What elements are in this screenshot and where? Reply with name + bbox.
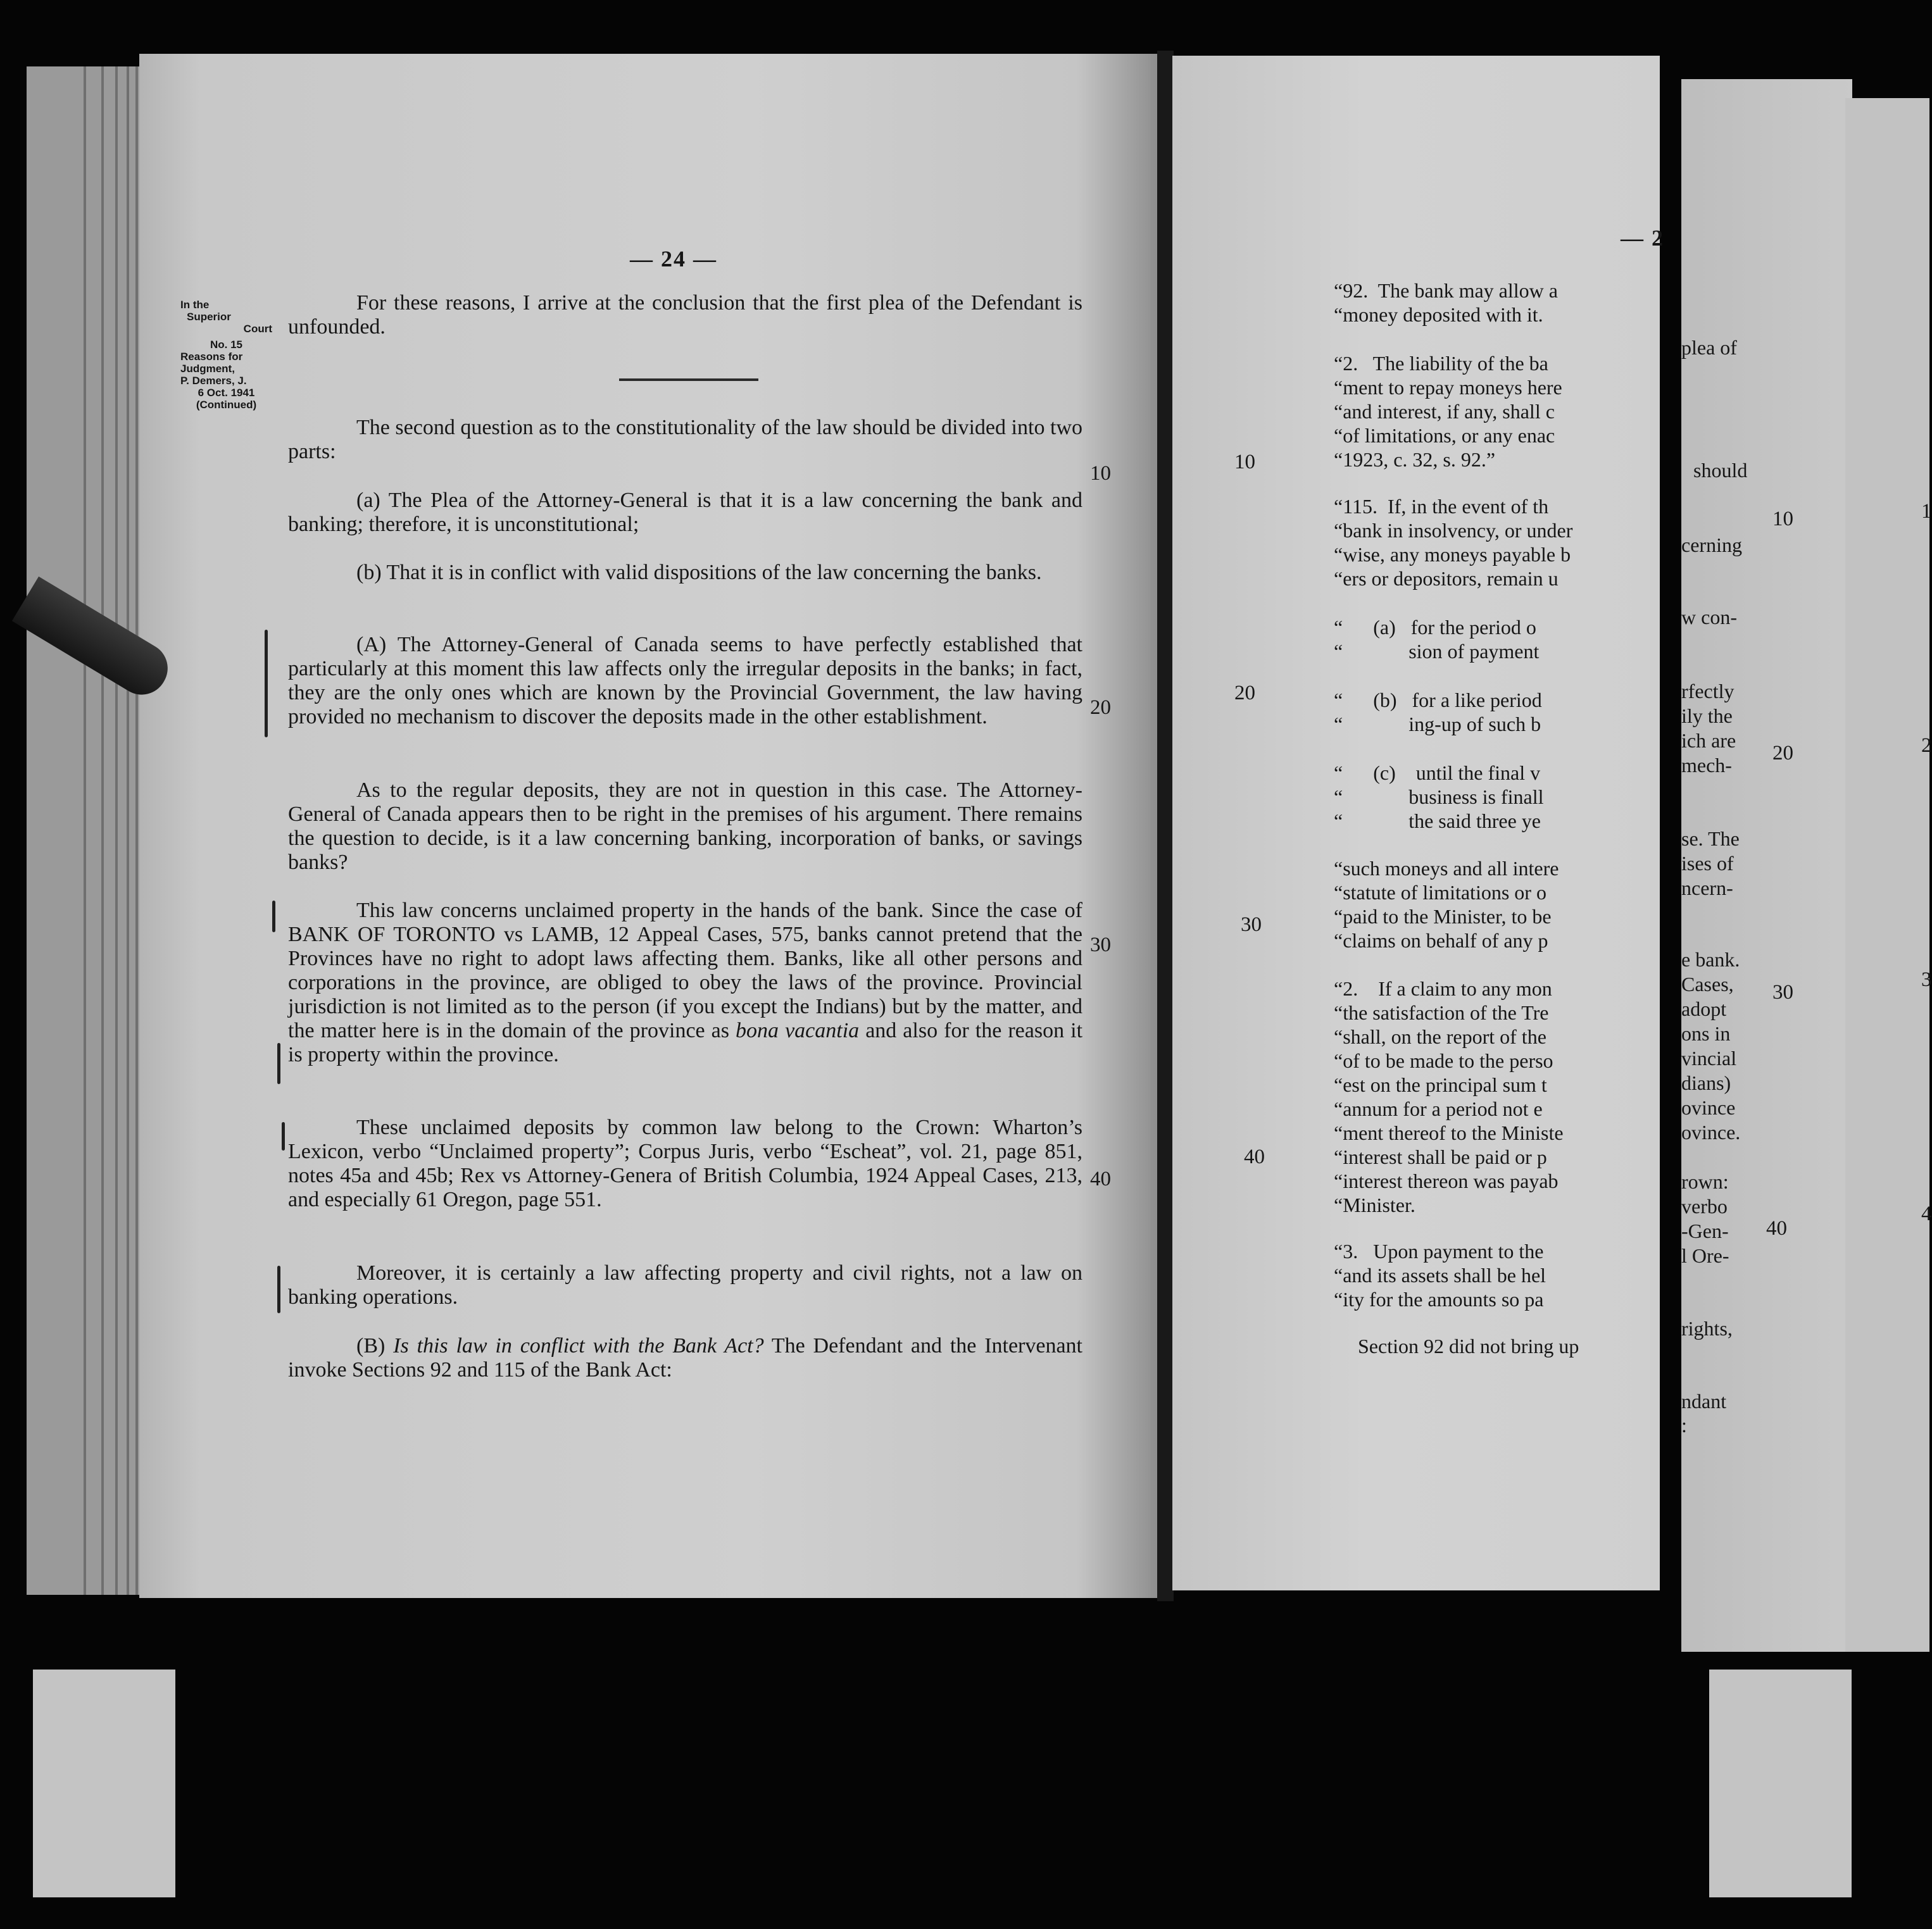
line-number: 10 <box>1772 508 1793 530</box>
overlay-fragment: ises of <box>1681 852 1734 875</box>
statute-line: “est on the principal sum t <box>1334 1073 1547 1096</box>
overlay-fragment: rfectly <box>1681 680 1734 702</box>
paragraph: (b) That it is in conflict with valid dispositions of the law concerning the banks. <box>356 561 1042 584</box>
overlay-fragment: cerning <box>1681 534 1742 556</box>
line-number: 10 <box>1090 462 1111 485</box>
page-number: — 2 <box>1621 225 1664 251</box>
page-number: — 24 — <box>630 246 717 272</box>
far-page-fragment: 3 <box>1921 968 1932 991</box>
statute-line: “ers or depositors, remain u <box>1334 567 1559 590</box>
overlay-fragment: se. The <box>1681 827 1740 850</box>
page-edges <box>27 66 153 1595</box>
dark-strip <box>1660 44 1683 1671</box>
overlay-fragment: plea of <box>1681 336 1737 359</box>
line-number: 40 <box>1766 1217 1787 1240</box>
overlay-fragment: rown: <box>1681 1170 1729 1193</box>
margin-note: In the Superior Court No. 15 Reasons for Judgment, P. Demers, J. 6 Oct. 1941 (Continued) <box>180 299 272 411</box>
statute-line: “statute of limitations or o <box>1334 881 1546 904</box>
margin-pen-stroke <box>265 630 268 737</box>
statute-line: “of to be made to the perso <box>1334 1049 1553 1072</box>
statute-line: “ sion of payment <box>1334 640 1540 663</box>
statute-line: “interest thereon was payab <box>1334 1170 1559 1192</box>
far-page-fragment: 4 <box>1921 1202 1932 1225</box>
statute-line: “ ing-up of such b <box>1334 713 1541 735</box>
paragraph: Moreover, it is certainly a law affecting property and civil rights, not a law on banking operations. <box>288 1261 1082 1309</box>
overlay-fragment: adopt <box>1681 997 1727 1020</box>
line-number: 30 <box>1241 913 1262 936</box>
statute-line: “paid to the Minister, to be <box>1334 905 1552 928</box>
statute-line: Section 92 did not bring up <box>1358 1335 1579 1358</box>
line-number: 10 <box>1234 451 1255 473</box>
statute-line: “3. Upon payment to the <box>1334 1240 1544 1263</box>
statute-line: “ business is finall <box>1334 785 1544 808</box>
line-number: 30 <box>1772 981 1793 1004</box>
paragraph: The second question as to the constitutionality of the law should be divided into two parts: <box>288 416 1082 463</box>
overlay-fragment: Cases, <box>1681 973 1734 996</box>
statute-line: “ment to repay moneys here <box>1334 376 1562 399</box>
statute-line: “interest shall be paid or p <box>1334 1146 1547 1168</box>
blank-card-right <box>1709 1670 1852 1897</box>
statute-line: “and interest, if any, shall c <box>1334 400 1555 423</box>
statute-line: “2. If a claim to any mon <box>1334 977 1552 1000</box>
overlay-fragment: : <box>1681 1414 1687 1437</box>
statute-line: “the satisfaction of the Tre <box>1334 1001 1549 1024</box>
statute-line: “Minister. <box>1334 1194 1415 1216</box>
overlay-fragment: ndant <box>1681 1390 1727 1413</box>
paragraph: (a) The Plea of the Attorney-General is that it is a law concerning the bank and banking; therefore, it is unconstitutional; <box>288 489 1082 536</box>
margin-pen-stroke <box>277 1043 280 1084</box>
statute-line: “shall, on the report of the <box>1334 1025 1546 1048</box>
overlay-fragment: verbo <box>1681 1195 1728 1218</box>
margin-pen-stroke <box>272 901 275 932</box>
statute-line: “2. The liability of the ba <box>1334 352 1548 375</box>
line-number: 30 <box>1090 933 1111 956</box>
statute-line: “money deposited with it. <box>1334 303 1543 326</box>
paragraph: For these reasons, I arrive at the conclusion that the first plea of the Defendant is unfounded. <box>288 291 1082 339</box>
book-gutter <box>1157 51 1174 1601</box>
line-number: 20 <box>1772 742 1793 765</box>
paragraph: As to the regular deposits, they are not in question in this case. The Attorney-General of Canada appears then to be right in the premises of his argument. There remains the question to decide, is it a law concerning banking, incorporation of banks, or savings banks? <box>288 778 1082 874</box>
line-number: 20 <box>1090 696 1111 719</box>
paragraph: This law concerns unclaimed property in the hands of the bank. Since the case of BANK OF TORONTO vs LAMB, 12 Appeal Cases, 575, banks cannot pretend that the Provinces have no right to adopt laws affecting them. Banks, like all other persons and corporations in the province, are obliged to obey the laws of the province. Provincial jurisdiction is not limited as to the person (if you except the Indians) but by the matter, and the matter here is in the domain of the province as bona vacantia and also for the reason it is property within the province. <box>288 899 1083 1066</box>
overlay-fragment: e bank. <box>1681 948 1740 971</box>
statute-line: “ment thereof to the Ministe <box>1334 1121 1564 1144</box>
statute-line: “annum for a period not e <box>1334 1097 1543 1120</box>
far-page-fragment: 1 <box>1921 500 1932 523</box>
overlay-fragment: dians) <box>1681 1071 1731 1094</box>
margin-pen-stroke <box>282 1122 285 1151</box>
statute-line: “ the said three ye <box>1334 809 1541 832</box>
paragraph: These unclaimed deposits by common law belong to the Crown: Wharton’s Lexicon, verbo “Unclaimed property”; Corpus Juris, verbo “Escheat”, vol. 21, page 851, notes 45a and 45b; Rex vs Attorney-Genera of British Columbia, 1924 Appeal Cases, 213, and especially 61 Oregon, page 551. <box>288 1116 1082 1211</box>
statute-line: “of limitations, or any enac <box>1334 424 1555 447</box>
far-page <box>1845 98 1929 1652</box>
overlay-fragment: -Gen- <box>1681 1220 1729 1242</box>
overlay-fragment: l Ore- <box>1681 1244 1729 1267</box>
blank-card-left <box>33 1670 175 1897</box>
statute-line: “115. If, in the event of th <box>1334 495 1549 518</box>
margin-pen-stroke <box>277 1266 280 1313</box>
overlay-fragment: ncern- <box>1681 877 1733 899</box>
overlay-fragment: w con- <box>1681 606 1737 628</box>
statute-line: “ (c) until the final v <box>1334 761 1541 784</box>
overlay-fragment: ovince <box>1681 1096 1736 1119</box>
far-page-fragment: 2 <box>1921 734 1932 757</box>
line-number: 40 <box>1244 1146 1265 1168</box>
statute-line: “ity for the amounts so pa <box>1334 1288 1544 1311</box>
statute-line: “wise, any moneys payable b <box>1334 543 1571 566</box>
statute-line: “claims on behalf of any p <box>1334 929 1548 952</box>
statute-line: “such moneys and all intere <box>1334 857 1559 880</box>
overlay-fragment: vincial <box>1681 1047 1737 1070</box>
line-number: 40 <box>1090 1168 1111 1190</box>
statute-line: “and its assets shall be hel <box>1334 1264 1546 1287</box>
overlay-fragment: ons in <box>1681 1022 1731 1045</box>
overlay-fragment: ovince. <box>1681 1121 1741 1144</box>
statute-line: “92. The bank may allow a <box>1334 279 1558 302</box>
statute-line: “ (a) for the period o <box>1334 616 1536 639</box>
statute-line: “1923, c. 32, s. 92.” <box>1334 448 1496 471</box>
statute-line: “ (b) for a like period <box>1334 689 1542 711</box>
paragraph: (A) The Attorney-General of Canada seems to have perfectly established that particularly at this moment this law affects only the irregular deposits in the banks; in fact, they are the only ones which are known by the Provincial Government, the law having provided no mechanism to discover the deposits made in the other establishment. <box>288 633 1082 728</box>
line-number: 20 <box>1234 682 1255 704</box>
section-divider <box>619 378 758 381</box>
overlay-fragment: ily the <box>1681 704 1733 727</box>
overlay-fragment: ich are <box>1681 729 1736 752</box>
overlay-fragment: mech- <box>1681 754 1732 777</box>
paragraph: (B) Is this law in conflict with the Bank Act? The Defendant and the Intervenant invoke Sections 92 and 115 of the Bank Act: <box>288 1334 1083 1382</box>
statute-line: “bank in insolvency, or under <box>1334 519 1573 542</box>
overlay-fragment: rights, <box>1681 1317 1733 1340</box>
overlay-fragment: should <box>1693 459 1748 482</box>
